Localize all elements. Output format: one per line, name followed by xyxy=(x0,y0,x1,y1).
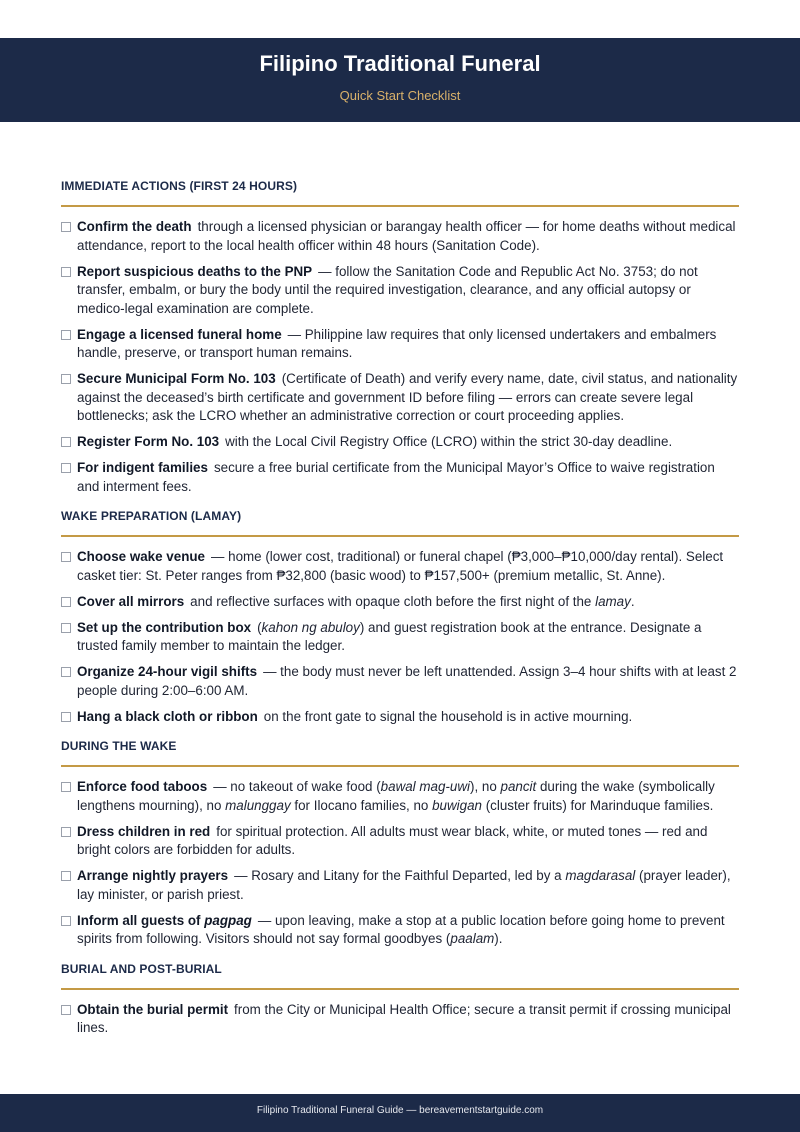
item-text: — Rosary and Litany for the Faithful Departed, led by a xyxy=(234,868,566,883)
item-emphasis: bawal mag-uwi xyxy=(380,779,470,794)
checkbox[interactable] xyxy=(61,623,71,633)
checklist-item xyxy=(61,433,739,452)
item-title: Choose wake venue xyxy=(77,549,206,564)
item-text: — home (lower cost, traditional) or funeral chapel (₱3,000–₱10,000/day rental). Select casket tier: St. Peter ranges from ₱32,800 (basic wood) to ₱157,500+ (premium metallic, St. Anne). xyxy=(77,549,724,583)
item-text: ), no xyxy=(469,779,501,794)
item-text: — follow the Sanitation Code and Republic Act No. 3753; do not transfer, embalm, or bury the body until the required investigation, clearance, and any official autopsy or medico-legal examination are complete. xyxy=(77,263,698,316)
section-wake-preparation xyxy=(61,508,739,726)
item-text: ). xyxy=(494,931,503,946)
item-emphasis: paalam xyxy=(450,931,495,946)
section-heading: IMMEDIATE ACTIONS (FIRST 24 HOURS) xyxy=(61,178,739,207)
checkbox[interactable] xyxy=(61,1005,71,1015)
item-title: For indigent families xyxy=(77,460,208,475)
item-title: Arrange nightly prayers xyxy=(77,868,229,883)
item-text: from the City or Municipal Health Office; secure a transit permit if crossing municipal lines. xyxy=(77,1001,731,1035)
item-text: on the front gate to signal the household is in active mourning. xyxy=(263,708,633,724)
item-text: — Philippine law requires that only licensed undertakers and embalmers handle, preserve, or transport human remains. xyxy=(77,326,717,360)
checkbox[interactable] xyxy=(61,597,71,607)
checklist-item xyxy=(61,867,739,904)
page-header xyxy=(0,38,800,122)
checkbox[interactable] xyxy=(61,712,71,722)
item-title: Enforce food taboos xyxy=(77,779,208,794)
checkbox[interactable] xyxy=(61,782,71,792)
section-during-the-wake xyxy=(61,738,739,949)
item-title: Report suspicious deaths to the PNP xyxy=(77,263,313,279)
item-emphasis: lamay xyxy=(595,593,631,609)
item-title: Organize 24-hour vigil shifts xyxy=(77,664,258,679)
checklist-item xyxy=(61,459,739,496)
item-text: ( xyxy=(257,619,262,635)
checklist-item xyxy=(61,778,739,815)
item-text: and reflective surfaces with opaque cloth before the first night of the xyxy=(190,593,596,609)
item-text: for spiritual protection. All adults must wear black, white, or muted tones — red and bright colors are forbidden for adults. xyxy=(77,823,708,857)
item-emphasis: pancit xyxy=(500,779,537,794)
checklist-item xyxy=(61,548,739,585)
item-emphasis: buwigan xyxy=(432,797,482,813)
item-text: — the body must never be left unattended. Assign 3–4 hour shifts with at least 2 people during 2:00–6:00 AM. xyxy=(77,664,737,698)
checkbox[interactable] xyxy=(61,667,71,677)
checklist-item xyxy=(61,326,739,363)
checkbox[interactable] xyxy=(61,916,71,926)
checkbox[interactable] xyxy=(61,463,71,473)
checklist-item xyxy=(61,218,739,255)
item-text: — no takeout of wake food ( xyxy=(213,779,381,794)
checklist-item xyxy=(61,593,739,612)
section-heading: WAKE PREPARATION (LAMAY) xyxy=(61,508,739,537)
checklist-item xyxy=(61,370,739,426)
checkbox[interactable] xyxy=(61,222,71,232)
footer-text: Filipino Traditional Funeral Guide — bereavementstartguide.com xyxy=(256,1105,544,1116)
page-title: Filipino Traditional Funeral xyxy=(259,51,541,76)
page-subtitle: Quick Start Checklist xyxy=(339,88,461,103)
item-title: Confirm the death xyxy=(77,219,192,234)
item-text: (cluster fruits) for Marinduque families. xyxy=(481,797,714,813)
checkbox[interactable] xyxy=(61,330,71,340)
checklist-item xyxy=(61,912,739,949)
item-text: — upon leaving, make a stop at a public location before going home to prevent spirits from following. Visitors should not say formal goodbyes ( xyxy=(77,912,725,946)
item-title: Hang a black cloth or ribbon xyxy=(77,708,258,724)
item-emphasis: kahon ng abuloy xyxy=(261,619,360,635)
item-title: Cover all mirrors xyxy=(77,593,185,609)
item-title-text: Inform all guests of xyxy=(77,912,201,928)
item-text: through a licensed physician or barangay health officer — for home deaths without medical attendance, report to the local health officer within 48 hours (Sanitation Code). xyxy=(77,219,736,253)
checklist-item xyxy=(61,823,739,860)
checklist-item xyxy=(61,263,739,319)
checklist-item xyxy=(61,619,739,656)
checkbox[interactable] xyxy=(61,437,71,447)
checkbox[interactable] xyxy=(61,374,71,384)
section-immediate-actions xyxy=(61,178,739,496)
item-text: with the Local Civil Registry Office (LCRO) within the strict 30-day deadline. xyxy=(225,434,673,449)
checklist-content xyxy=(61,178,739,1050)
item-emphasis: malunggay xyxy=(225,797,291,813)
item-title: Register Form No. 103 xyxy=(77,434,220,449)
checklist-item xyxy=(61,1001,739,1038)
page-footer xyxy=(0,1094,800,1132)
item-text: during the wake (symbolically lengthens mourning), no xyxy=(77,779,715,813)
item-title-emphasis: pagpag xyxy=(204,912,252,928)
section-burial xyxy=(61,961,739,1038)
item-title: Secure Municipal Form No. 103 xyxy=(77,371,276,386)
item-title: Obtain the burial permit xyxy=(77,1001,229,1017)
item-text: secure a free burial certificate from the Municipal Mayor’s Office to waive registration and interment fees. xyxy=(77,460,715,494)
checklist-item xyxy=(61,663,739,700)
section-heading: BURIAL AND POST-BURIAL xyxy=(61,961,739,990)
checkbox[interactable] xyxy=(61,827,71,837)
item-text: for Ilocano families, no xyxy=(290,797,433,813)
checkbox[interactable] xyxy=(61,871,71,881)
item-text: . xyxy=(630,593,635,609)
checkbox[interactable] xyxy=(61,552,71,562)
item-title: Set up the contribution box xyxy=(77,619,252,635)
item-title: Engage a licensed funeral home xyxy=(77,326,282,342)
item-text: (Certificate of Death) and verify every name, date, civil status, and nationality against the deceased’s birth certificate and government ID before filing — errors can create severe legal bottlenecks; ask the LCRO whether an administrative correction or court proceeding applies. xyxy=(77,371,738,423)
section-heading: DURING THE WAKE xyxy=(61,738,739,767)
item-title xyxy=(77,913,252,928)
item-title: Dress children in red xyxy=(77,823,211,839)
item-text: ) and guest registration book at the entrance. Designate a trusted family member to maintain the ledger. xyxy=(77,619,702,653)
checkbox[interactable] xyxy=(61,267,71,277)
item-text: (prayer leader), lay minister, or parish priest. xyxy=(77,868,731,902)
item-emphasis: magdarasal xyxy=(565,868,636,883)
checklist-item xyxy=(61,708,739,727)
